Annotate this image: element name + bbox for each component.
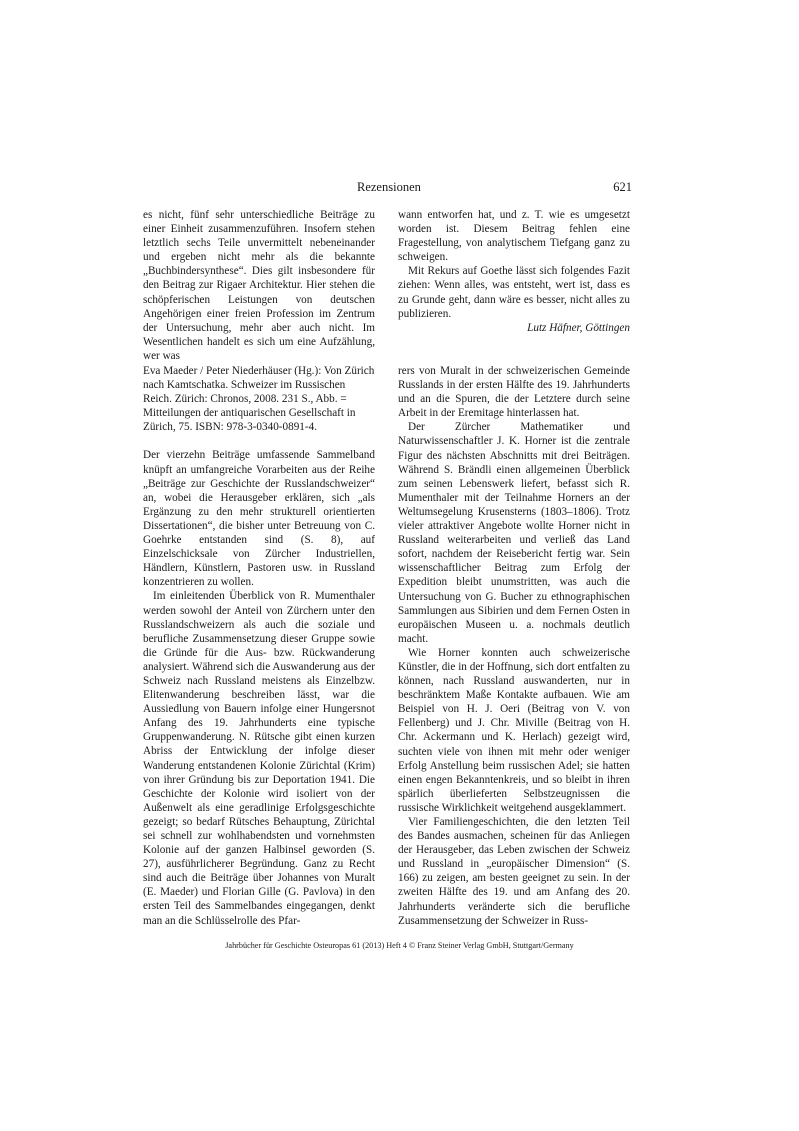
bibliography-entry: Eva Maeder / Peter Niederhäuser (Hg.): Von Zürich nach Kamtschatka. Schweizer im Russischen Reich. Zürich: Chronos, 2008. 231 S., Abb. = Mitteilungen der antiquarischen Gesellschaft in Zürich, 75. ISBN: 978-3-0340-0891-4. (143, 365, 375, 434)
review1-left-paragraph: es nicht, fünf sehr unterschiedliche Beiträge zu einer Einheit zusammenzuführen. Insofern stehen letztlich sechs Teile unvermittelt nebeneinander und ergeben nicht mehr als die bekannte „Buchbindersynthese“. Dies gilt insbesondere für den Beitrag zur Rigaer Architektur. Hier stehen die schöpferischen Leistungen von deutschen Angehörigen einer freien Profession im Zentrum der Untersuchung, mehr aber auch nicht. Im Wesentlichen handelt es sich um eine Aufzählung, wer was (143, 209, 375, 362)
review2-right-paragraph-2: Der Zürcher Mathematiker und Naturwissenschaftler J. K. Horner ist die zentrale Figur des nächsten Abschnitts mit drei Beiträgen. Während S. Brändli einen allgemeinen Überblick zum seinen Lebenswerk liefert, befasst sich R. Mumenthaler mit der Teilnahme Horners an der Weltumsegelung Krusensterns (1803–1806). Trotz vieler attraktiver Angebote wollte Horner nicht in Russland weiterarbeiten und verließ das Land sofort, nachdem der Reisebericht fertig war. Sein wissenschaftlicher Beitrag zum Erfolg der Expedition bleibt unumstritten, was auch die Untersuchung von G. Bucher zu ethnographischen Sammlungen aus Sibirien und dem Fernen Osten in europäischen Museen u. a. nochmals deutlich macht. (398, 421, 630, 645)
review2-right-paragraph-4: Vier Familiengeschichten, die den letzten Teil des Bandes ausmachen, scheinen für das Anliegen der Herausgeber, das Leben zwischen der Schweiz und Russland in „europäischer Dimension“ (S. 166) zu zeigen, am besten geeignet zu sein. In der zweiten Hälfte des 19. und am Anfang des 20. Jahrhunderts veränderte sich die berufliche Zusammensetzung der Schweizer in Russ- (398, 816, 630, 927)
review2-left-paragraph-1: Der vierzehn Beiträge umfassende Sammelband knüpft an umfangreiche Vorarbeiten aus der Reihe „Beiträge zur Geschichte der Russlandschweizer“ an, wobei die Herausgeber erklären, sich „als Ergänzung zu den mehr strukturell orientierten Dissertationen“, die bisher unter Betreuung von C. Goehrke entstanden sind (S. 8), auf Einzelschicksale von Zürcher Industriellen, Händlern, Künstlern, Pastoren usw. in Russland konzentrieren zu wollen. (143, 449, 375, 589)
review1-left-column (143, 208, 375, 363)
review1-right-paragraph-2: Mit Rekurs auf Goethe lässt sich folgendes Fazit ziehen: Wenn alles, was entsteht, wert ist, dass es zu Grunde geht, dann wäre es besser, nicht alles zu publizieren. (398, 265, 630, 320)
journal-footer: Jahrbücher für Geschichte Osteuropas 61 (2013) Heft 4 © Franz Steiner Verlag GmbH, Stuttgart/Germany (225, 941, 574, 950)
page-number: 621 (613, 180, 632, 194)
review1-right-column (398, 208, 630, 335)
review2-right-paragraph-3: Wie Horner konnten auch schweizerische Künstler, die in der Hoffnung, sich dort entfalten zu können, nach Russland auswanderten, nur in beschränktem Maße Kontakte aufbauen. Wie am Beispiel von H. J. Oeri (Beitrag von V. von Fellenberg) und J. Chr. Miville (Beitrag von H. Chr. Ackermann und K. Herlach) gezeigt wird, suchten viele von ihnen mit mehr oder weniger Erfolg Anstellung beim russischen Adel; sie hatten einen engen Bekanntenkreis, und so bleibt in ihren spärlich überlieferten Selbstzeugnissen die russische Wirklichkeit weitgehend ausgeklammert. (398, 646, 630, 814)
review2-right-column (398, 364, 630, 928)
section-title: Rezensionen (357, 180, 421, 194)
review1-signature: Lutz Häfner, Göttingen (527, 321, 630, 334)
review1-right-paragraph-1: wann entworfen hat, und z. T. wie es umgesetzt worden ist. Diesem Beitrag fehlen eine Fragestellung, von analytischem Tiefgang ganz zu schweigen. (398, 209, 630, 264)
running-header (167, 180, 632, 196)
review2-right-paragraph-1: rers von Muralt in der schweizerischen Gemeinde Russlands in der ersten Hälfte des 19. Jahrhunderts und an die Spuren, die der Letztere durch seine Arbeit in der Eremitage hinterlassen hat. (398, 365, 630, 420)
review2-left-paragraph-2: Im einleitenden Überblick von R. Mumenthaler werden sowohl der Anteil von Zürchern unter den Russlandschweizern als auch die soziale und berufliche Zusammensetzung dieser Gruppe sowie die Gründe für die Aus- bzw. Rückwanderung analysiert. Während sich die Auswanderung aus der Schweiz nach Russland meistens als Einzelbzw. Elitenwanderung beschreiben lässt, war die Aussiedlung von Bauern infolge einer Hungersnot Anfang des 19. Jahrhunderts eine typische Gruppenwanderung. N. Rütsche gibt einen kurzen Abriss der Entwicklung der infolge dieser Wanderung entstandenen Kolonie Zürichtal (Krim) von ihrer Gründung bis zur Deportation 1941. Die Geschichte der Kolonie wird isoliert von der Außenwelt als eine geradlinige Erfolgsgeschichte gezeigt; so bedarf Rütsches Behauptung, Zürichtal sei schnell zur wohlhabendsten und vornehmsten Kolonie auf der ganzen Halbinsel geworden (S. 27), ausführlicherer Begründung. Ganz zu Recht sind auch die Beiträge über Johannes von Muralt (E. Maeder) und Florian Gille (G. Pavlova) in den ersten Teil des Sammelbandes eingegangen, denkt man an die Schlüsselrolle des Pfar- (143, 590, 375, 927)
review2-left-column (143, 364, 375, 928)
